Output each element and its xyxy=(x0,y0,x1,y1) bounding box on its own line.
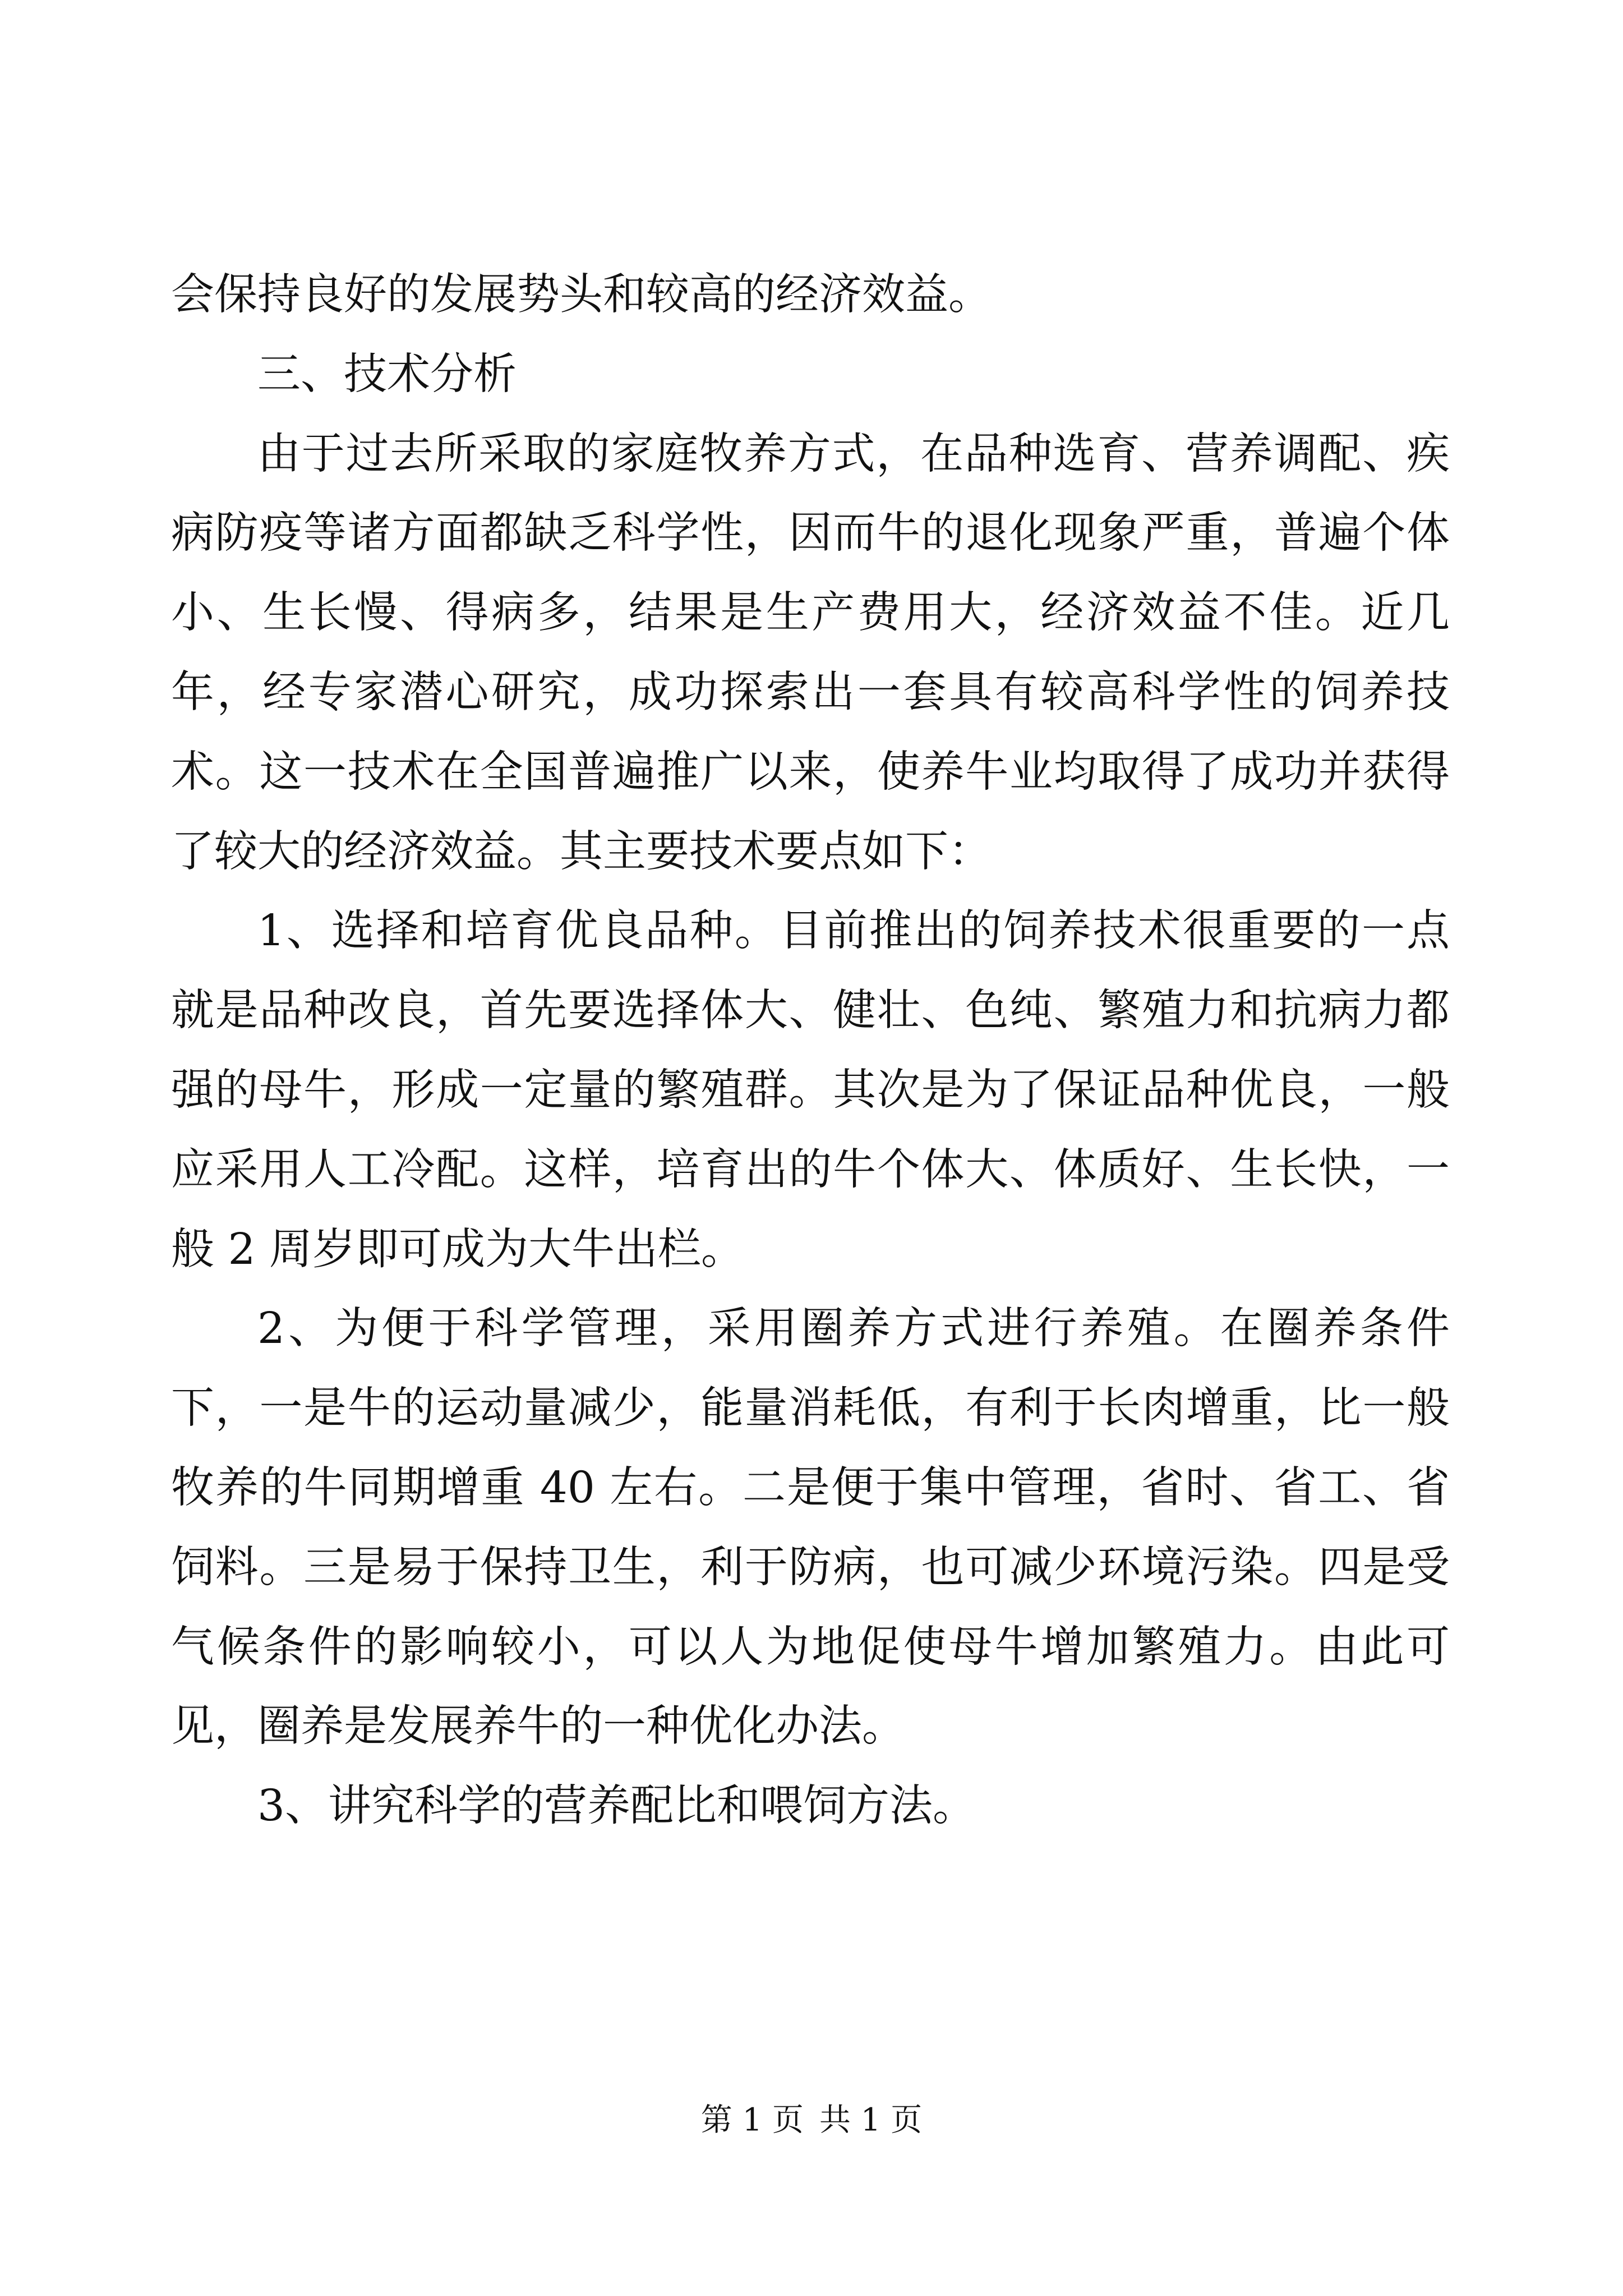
paragraph-continuation: 会保持良好的发展势头和较高的经济效益。 xyxy=(171,270,992,320)
page-number: 第 1 页 xyxy=(700,2102,804,2138)
paragraph-point-1: 1、选择和培育优良品种。目前推出的饲养技术很重要的一点就是品种改良，首先要选择体大、健壮、色纯、繁殖力和抗病力都强的母牛，形成一定量的繁殖群。其次是为了保证品种优良，一般应采用人工冷配。这样，培育出的牛个体大、体质好、生长快，一般 2 周岁即可成为大牛出栏。 xyxy=(171,906,1450,1274)
paragraph-point-3: 3、讲究科学的营养配比和喂饲方法。 xyxy=(257,1781,976,1832)
section-heading: 三、技术分析 xyxy=(257,349,517,399)
document-body xyxy=(171,255,1450,1846)
paragraph-point-2: 2、为便于科学管理，采用圈养方式进行养殖。在圈养条件下，一是牛的运动量减少，能量消耗低，有利于长肉增重，比一般牧养的牛同期增重 40 左右。二是便于集中管理，省时、省工、省饲料。三是易于保持卫生，利于防病，也可减少环境污染。四是受气候条件的影响较小，可以人为地促使母牛增加繁殖力。由此可见，圈养是发展养牛的一种优化办法。 xyxy=(171,1304,1450,1752)
page-total: 共 1 页 xyxy=(819,2102,923,2138)
paragraph-technical-analysis: 由于过去所采取的家庭牧养方式，在品种选育、营养调配、疾病防疫等诸方面都缺乏科学性，因而牛的退化现象严重，普遍个体小、生长慢、得病多，结果是生产费用大，经济效益不佳。近几年，经专家潜心研究，成功探索出一套具有较高科学性的饲养技术。这一技术在全国普遍推广以来，使养牛业均取得了成功并获得了较大的经济效益。其主要技术要点如下： xyxy=(171,429,1450,877)
page-footer xyxy=(0,2098,1623,2143)
